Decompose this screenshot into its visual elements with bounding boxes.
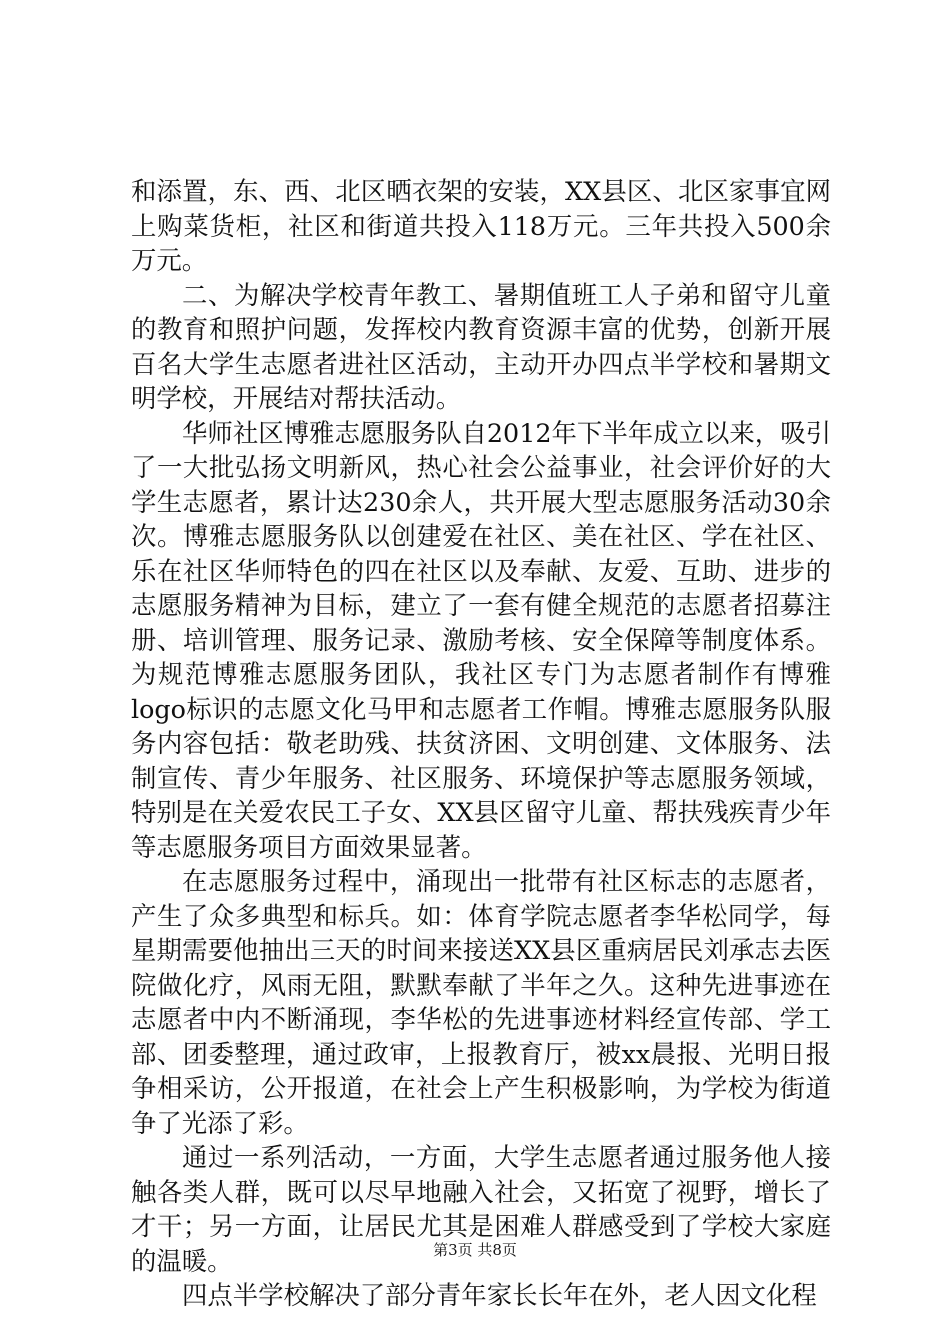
document-body xyxy=(131,174,831,1313)
paragraph-volunteer-team: 华师社区博雅志愿服务队自2012年下半年成立以来，吸引了一大批弘扬文明新风，热心社会公益事业，社会评价好的大学生志愿者，累计达230余人，共开展大型志愿服务活动30余次。博雅志愿服务队以创建爱在社区、美在社区、学在社区、乐在社区华师特色的四在社区以及奉献、友爱、互助、进步的志愿服务精神为目标，建立了一套有健全规范的志愿者招募注册、培训管理、服务记录、激励考核、安全保障等制度体系。为规范博雅志愿服务团队，我社区专门为志愿者制作有博雅logo标识的志愿文化马甲和志愿者工作帽。博雅志愿服务队服务内容包括：敬老助残、扶贫济困、文明创建、文体服务、法制宣传、青少年服务、社区服务、环境保护等志愿服务领域，特别是在关爱农民工子女、XX县区留守儿童、帮扶残疾青少年等志愿服务项目方面效果显著。 xyxy=(131,417,831,862)
paragraph-section-two: 二、为解决学校青年教工、暑期值班工人子弟和留守儿童的教育和照护问题，发挥校内教育资源丰富的优势，创新开展百名大学生志愿者进社区活动，主动开办四点半学校和暑期文明学校，开展结对帮扶活动。 xyxy=(131,279,831,413)
page-footer xyxy=(0,1240,950,1260)
paragraph-activity-outcomes: 通过一系列活动，一方面，大学生志愿者通过服务他人接触各类人群，既可以尽早地融入社会，又拓宽了视野，增长了才干；另一方面，让居民尤其是困难人群感受到了学校大家庭的温暖。 xyxy=(131,1142,831,1276)
paragraph-continuation: 和添置，东、西、北区晒衣架的安装，XX县区、北区家事宜网上购菜货柜，社区和街道共投入118万元。三年共投入500余万元。 xyxy=(131,176,831,275)
paragraph-exemplary-volunteers: 在志愿服务过程中，涌现出一批带有社区标志的志愿者，产生了众多典型和标兵。如：体育学院志愿者李华松同学，每星期需要他抽出三天的时间来接送XX县区重病居民刘承志去医院做化疗，风雨无阻，默默奉献了半年之久。这种先进事迹在志愿者中内不断涌现，李华松的先进事迹材料经宣传部、学工部、团委整理，通过政审，上报教育厅，被xx晨报、光明日报争相采访，公开报道，在社会上产生积极影响，为学校为街道争了光添了彩。 xyxy=(131,866,831,1138)
page-number: 第3页 共8页 xyxy=(433,1241,517,1259)
paragraph-four-thirty-school: 四点半学校解决了部分青年家长长年在外，老人因文化程 xyxy=(182,1280,817,1310)
